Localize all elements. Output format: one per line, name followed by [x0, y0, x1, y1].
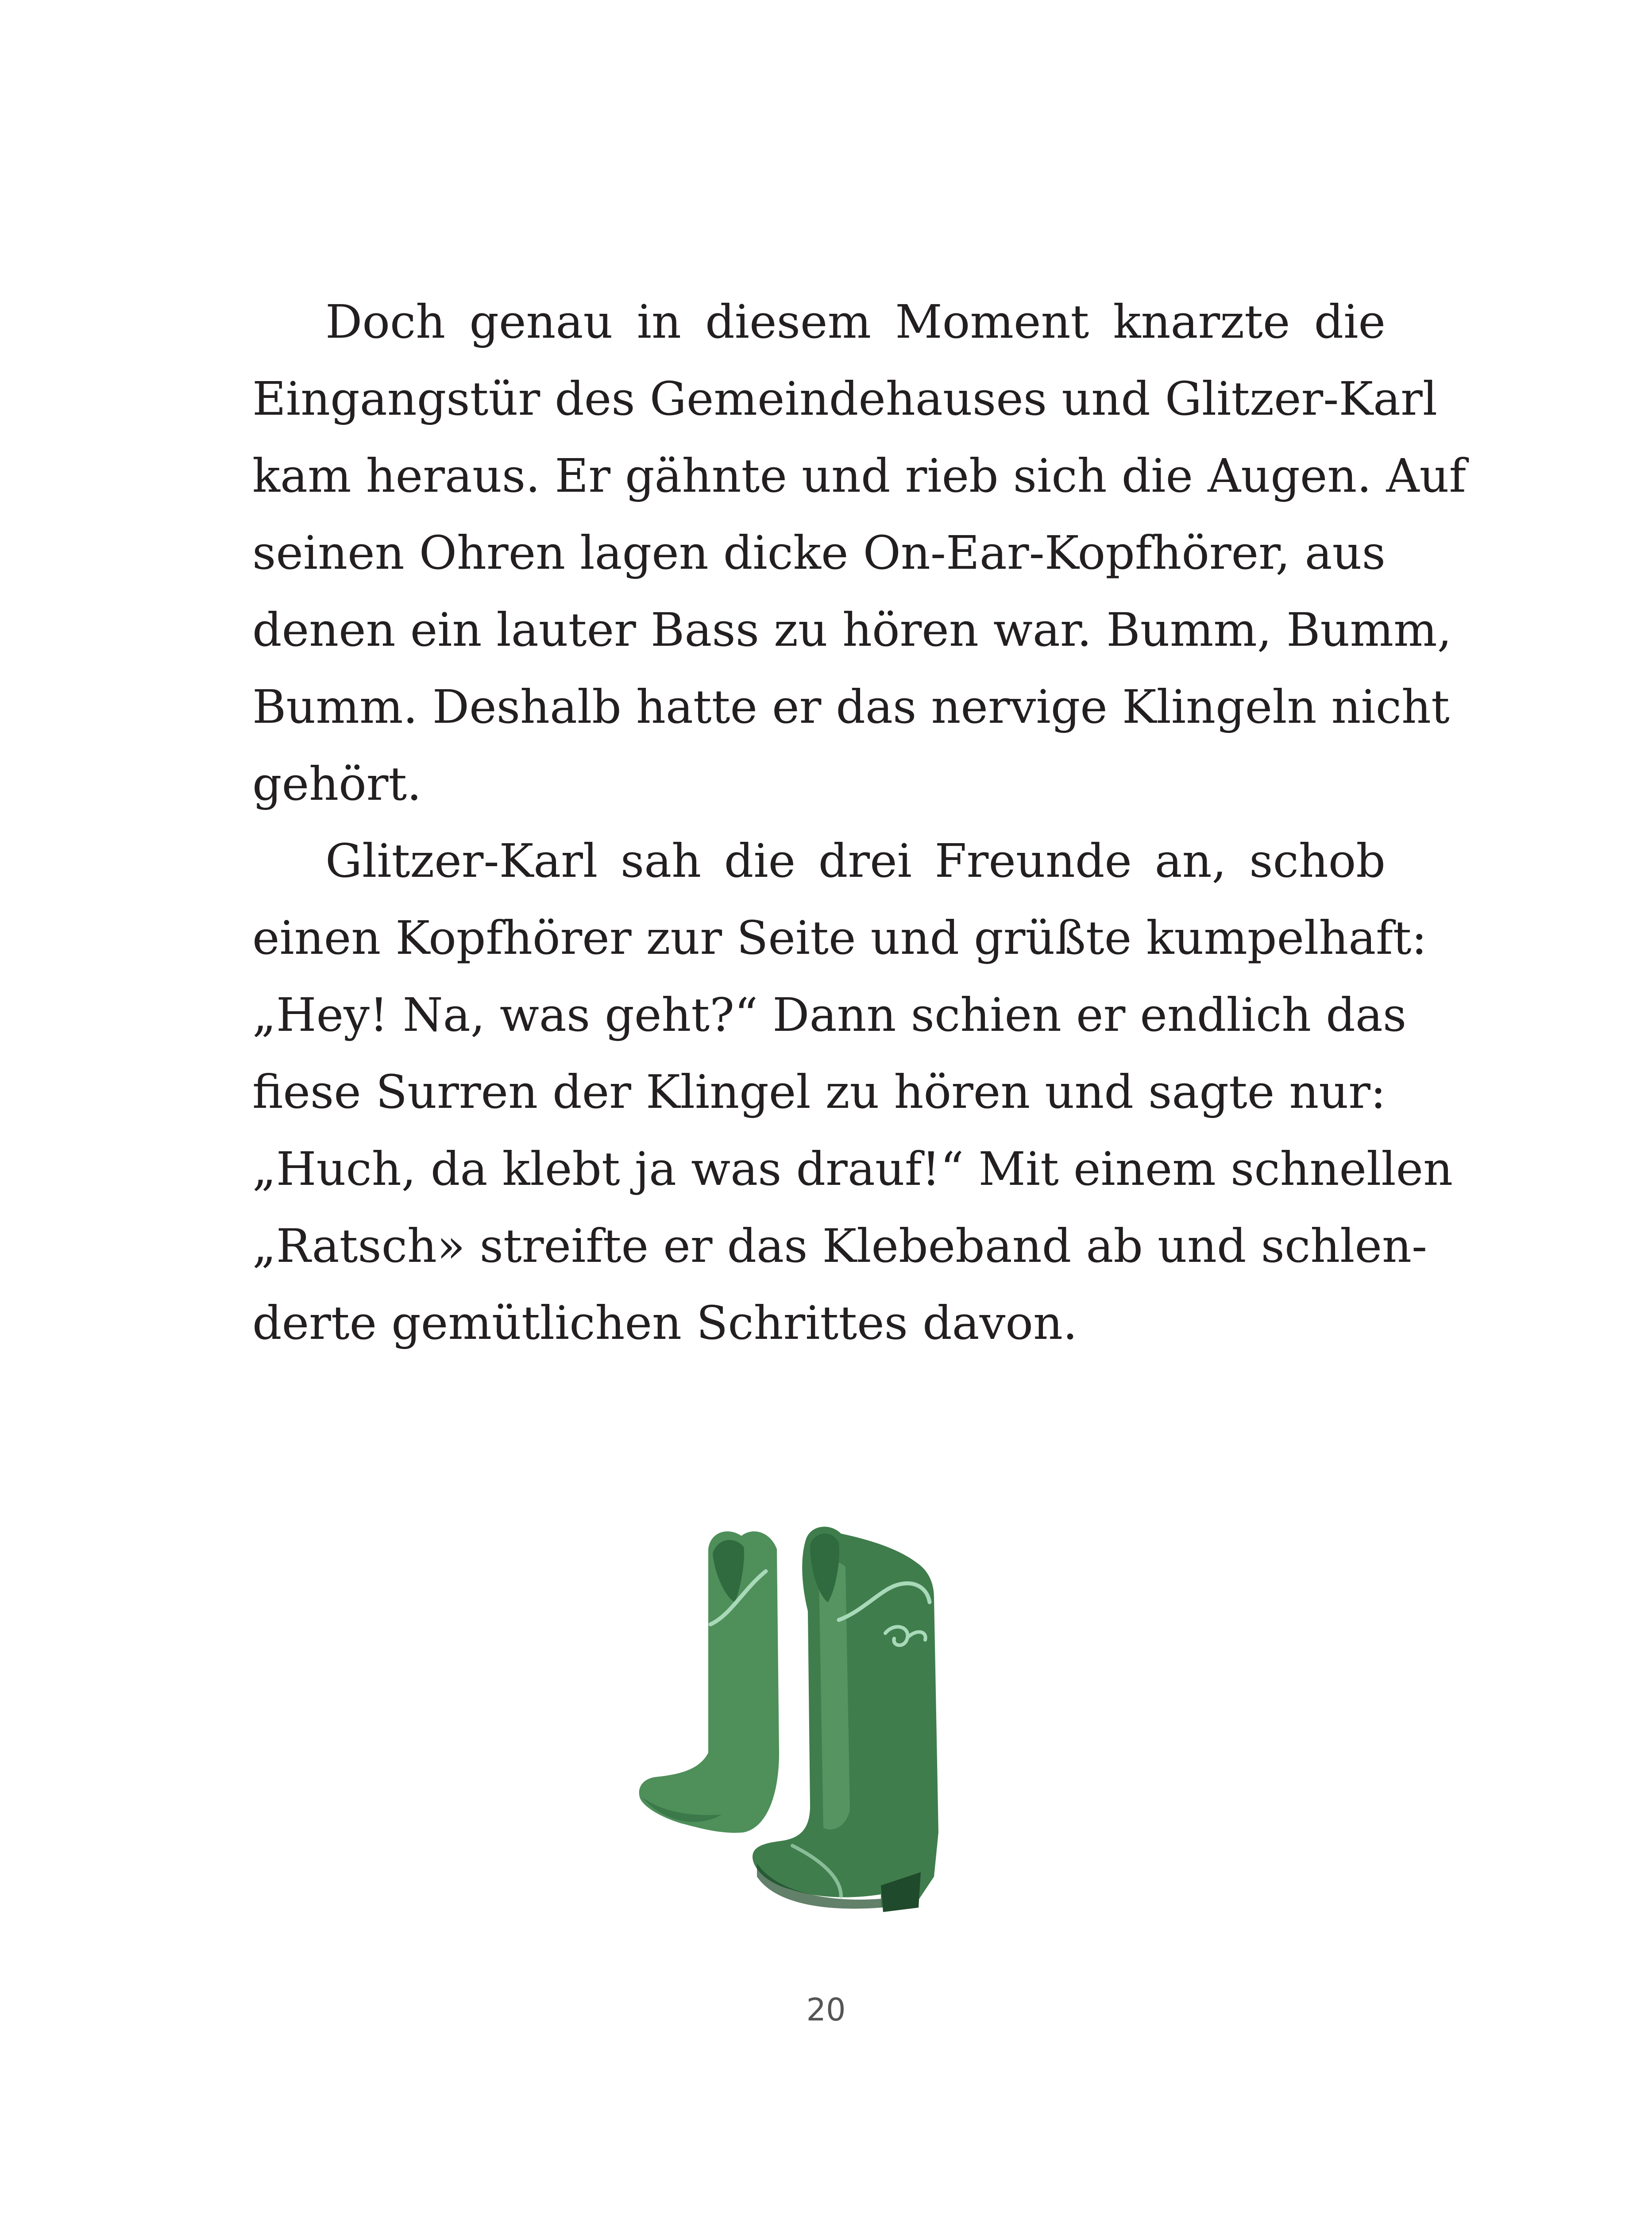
text-line: „Ratsch» streifte er das Klebeband ab und schlen- [252, 1219, 1428, 1273]
text-line: Doch genau in diesem Moment knarzte die [325, 295, 1386, 349]
text-line: „Huch, da klebt ja was drauf!“ Mit einem schnellen [252, 1142, 1453, 1196]
text-line: Eingangstür des Gemeindehauses und Glitzer-Karl [252, 372, 1438, 426]
body-text [252, 283, 1467, 1361]
text-line: Bumm. Deshalb hatte er das nervige Klingeln nicht [252, 680, 1450, 734]
paragraph-1 [252, 283, 1467, 822]
front-boot [753, 1527, 938, 1912]
text-line: Glitzer-Karl sah die drei Freunde an, schob [325, 834, 1386, 888]
text-line: einen Kopfhörer zur Seite und grüßte kumpelhaft: [252, 911, 1427, 965]
text-line: „Hey! Na, was geht?“ Dann schien er endlich das [252, 988, 1407, 1042]
text-line: kam heraus. Er gähnte und rieb sich die Augen. Auf [252, 449, 1467, 503]
text-line: fiese Surren der Klingel zu hören und sagte nur: [252, 1065, 1386, 1119]
paragraph-2 [252, 822, 1453, 1361]
text-line: denen ein lauter Bass zu hören war. Bumm, Bumm, [252, 603, 1452, 657]
text-line: derte gemütlichen Schrittes davon. [252, 1296, 1078, 1350]
text-line: gehört. [252, 757, 422, 811]
back-boot [639, 1531, 779, 1833]
front-boot-highlight [819, 1562, 850, 1830]
green-cowboy-boots-icon [633, 1523, 987, 1934]
text-line: seinen Ohren lagen dicke On-Ear-Kopfhörer, aus [252, 526, 1386, 580]
page-number: 20 [806, 1992, 846, 2028]
